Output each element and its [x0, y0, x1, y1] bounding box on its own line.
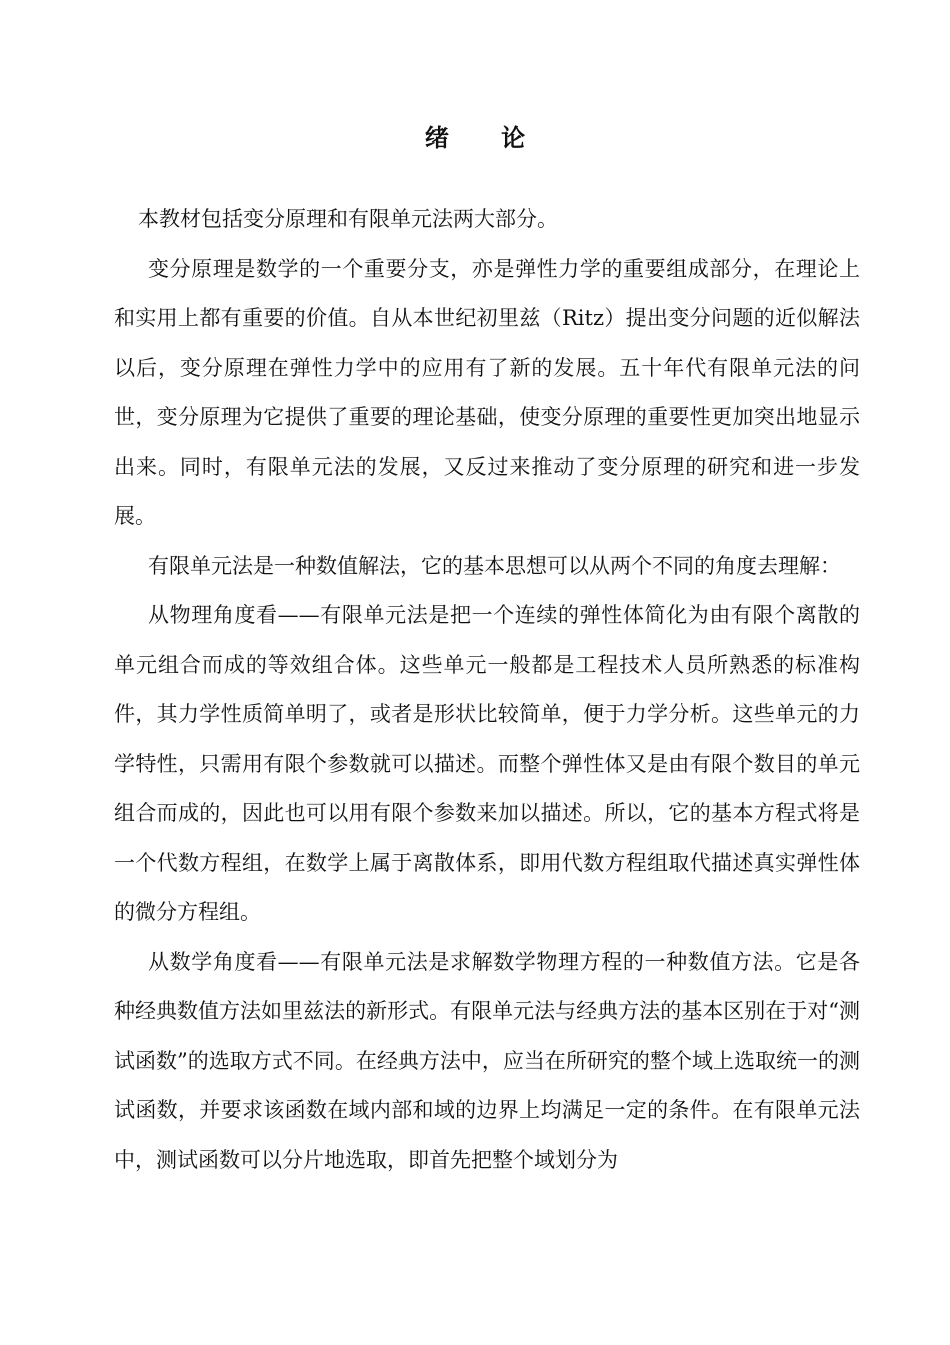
- body-text: [114, 195, 860, 1185]
- paragraph-fem-definition: 有限单元法是一种数值解法，它的基本思想可以从两个不同的角度去理解：: [148, 553, 841, 578]
- page-title: 绪 论: [424, 123, 548, 152]
- paragraph-intro: 本教材包括变分原理和有限单元法两大部分。: [138, 207, 558, 231]
- paragraph-physical-view: 从物理角度看——有限单元法是把一个连续的弹性体简化为由有限个离散的单元组合而成的等效组合体。这些单元一般都是工程技术人员所熟悉的标准构件，其力学性质简单明了，或者是形状比较简单，便于力学分析。这些单元的力学特性，只需用有限个参数就可以描述。而整个弹性体又是由有限个数目的单元组合而成的，因此也可以用有限个参数来加以描述。所以，它的基本方程式将是一个代数方程组，在数学上属于离散体系，即用代数方程组取代描述真实弹性体的微分方程组。: [114, 603, 860, 924]
- paragraph-mathematical-view: 从数学角度看——有限单元法是求解数学物理方程的一种数值方法。它是各种经典数值方法如里兹法的新形式。有限单元法与经典方法的基本区别在于对“测试函数”的选取方式不同。在经典方法中，应当在所研究的整个域上选取统一的测试函数，并要求该函数在域内部和域的边界上均满足一定的条件。在有限单元法中，测试函数可以分片地选取，即首先把整个域划分为: [114, 949, 860, 1172]
- paragraph-variational-principle: 变分原理是数学的一个重要分支，亦是弹性力学的重要组成部分，在理论上和实用上都有重要的价值。自从本世纪初里兹（Ritz）提出变分问题的近似解法以后，变分原理在弹性力学中的应用有了新的发展。五十年代有限单元法的问世，变分原理为它提供了重要的理论基础，使变分原理的重要性更加突出地显示出来。同时，有限单元法的发展，又反过来推动了变分原理的研究和进一步发展。: [114, 256, 860, 528]
